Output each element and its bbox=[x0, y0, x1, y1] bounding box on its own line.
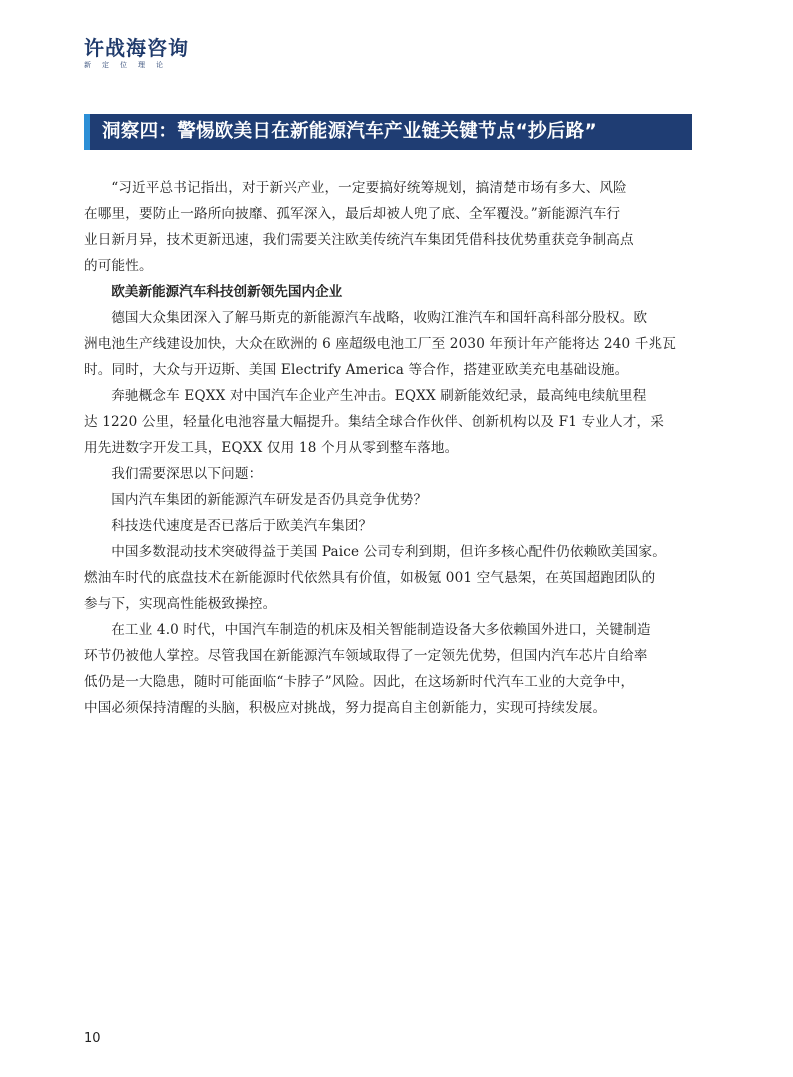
paragraph bbox=[84, 487, 696, 513]
section-title-banner bbox=[84, 114, 692, 150]
paragraph bbox=[84, 513, 696, 539]
paragraph-line: 科技迭代速度是否已落后于欧美汽车集团？ bbox=[111, 518, 373, 534]
paragraph-line: 德国大众集团深入了解马斯克的新能源汽车战略，收购江淮汽车和国轩高科部分股权。欧 bbox=[111, 310, 648, 326]
paragraph-line: 用先进数字开发工具，EQXX 仅用 18 个月从零到整车落地。 bbox=[84, 440, 459, 456]
paragraph-line: 中国必须保持清醒的头脑，积极应对挑战，努力提高自主创新能力，实现可持续发展。 bbox=[84, 700, 607, 716]
paragraph-line: 我们需要深思以下问题： bbox=[111, 466, 263, 482]
paragraph-line: 国内汽车集团的新能源汽车研发是否仍具竞争优势？ bbox=[111, 492, 428, 508]
brand-logo bbox=[84, 37, 284, 70]
brand-logo-subtitle: 新定位理论 bbox=[84, 61, 174, 69]
article-body bbox=[84, 175, 696, 721]
paragraph bbox=[84, 383, 696, 461]
paragraph-line: 低仍是一大隐患，随时可能面临“卡脖子”风险。因此，在这场新时代汽车工业的大竞争中， bbox=[84, 674, 635, 690]
paragraph-line: 奔驰概念车 EQXX 对中国汽车企业产生冲击。EQXX 刷新能效纪录，最高纯电续航里程 bbox=[111, 388, 647, 404]
paragraph bbox=[84, 617, 696, 721]
paragraph-line: 中国多数混动技术突破得益于美国 Paice 公司专利到期，但许多核心配件仍依赖欧美国家。 bbox=[111, 544, 667, 560]
paragraph-line: 参与下，实现高性能极致操控。 bbox=[84, 596, 277, 612]
section-title: 洞察四：警惕欧美日在新能源汽车产业链关键节点“抄后路” bbox=[102, 121, 597, 142]
paragraph-line: 燃油车时代的底盘技术在新能源时代依然具有价值，如极氪 001 空气悬架，在英国超跑团队的 bbox=[84, 570, 656, 586]
paragraph bbox=[84, 305, 696, 383]
paragraph-line: 业日新月异，技术更新迅速，我们需要关注欧美传统汽车集团凭借科技优势重获竞争制高点 bbox=[84, 232, 634, 248]
paragraph bbox=[84, 175, 696, 279]
paragraph-line: 达 1220 公里，轻量化电池容量大幅提升。集结全球合作伙伴、创新机构以及 F1 专业人才，采 bbox=[84, 414, 664, 430]
paragraph-line: 环节仍被他人掌控。尽管我国在新能源汽车领域取得了一定领先优势，但国内汽车芯片自给率 bbox=[84, 648, 648, 664]
page-number: 10 bbox=[84, 1031, 101, 1046]
subsection-heading: 欧美新能源汽车科技创新领先国内企业 bbox=[111, 284, 343, 300]
paragraph-line: 的可能性。 bbox=[84, 258, 153, 274]
paragraph-line: 洲电池生产线建设加快，大众在欧洲的 6 座超级电池工厂至 2030 年预计年产能将达 240 千兆瓦 bbox=[84, 336, 676, 352]
paragraph-line: 在工业 4.0 时代，中国汽车制造的机床及相关智能制造设备大多依赖国外进口，关键制造 bbox=[111, 622, 651, 638]
paragraph bbox=[84, 539, 696, 617]
brand-logo-title: 许战海咨询 bbox=[84, 36, 189, 60]
paragraph-line: 时。同时，大众与开迈斯、美国 Electrify America 等合作，搭建亚欧美充电基础设施。 bbox=[84, 362, 629, 378]
paragraph-line: 在哪里，要防止一路所向披靡、孤军深入，最后却被人兜了底、全军覆没。”新能源汽车行 bbox=[84, 206, 621, 222]
paragraph bbox=[84, 461, 696, 487]
paragraph-line: “习近平总书记指出，对于新兴产业，一定要搞好统筹规划，搞清楚市场有多大、风险 bbox=[111, 180, 627, 196]
